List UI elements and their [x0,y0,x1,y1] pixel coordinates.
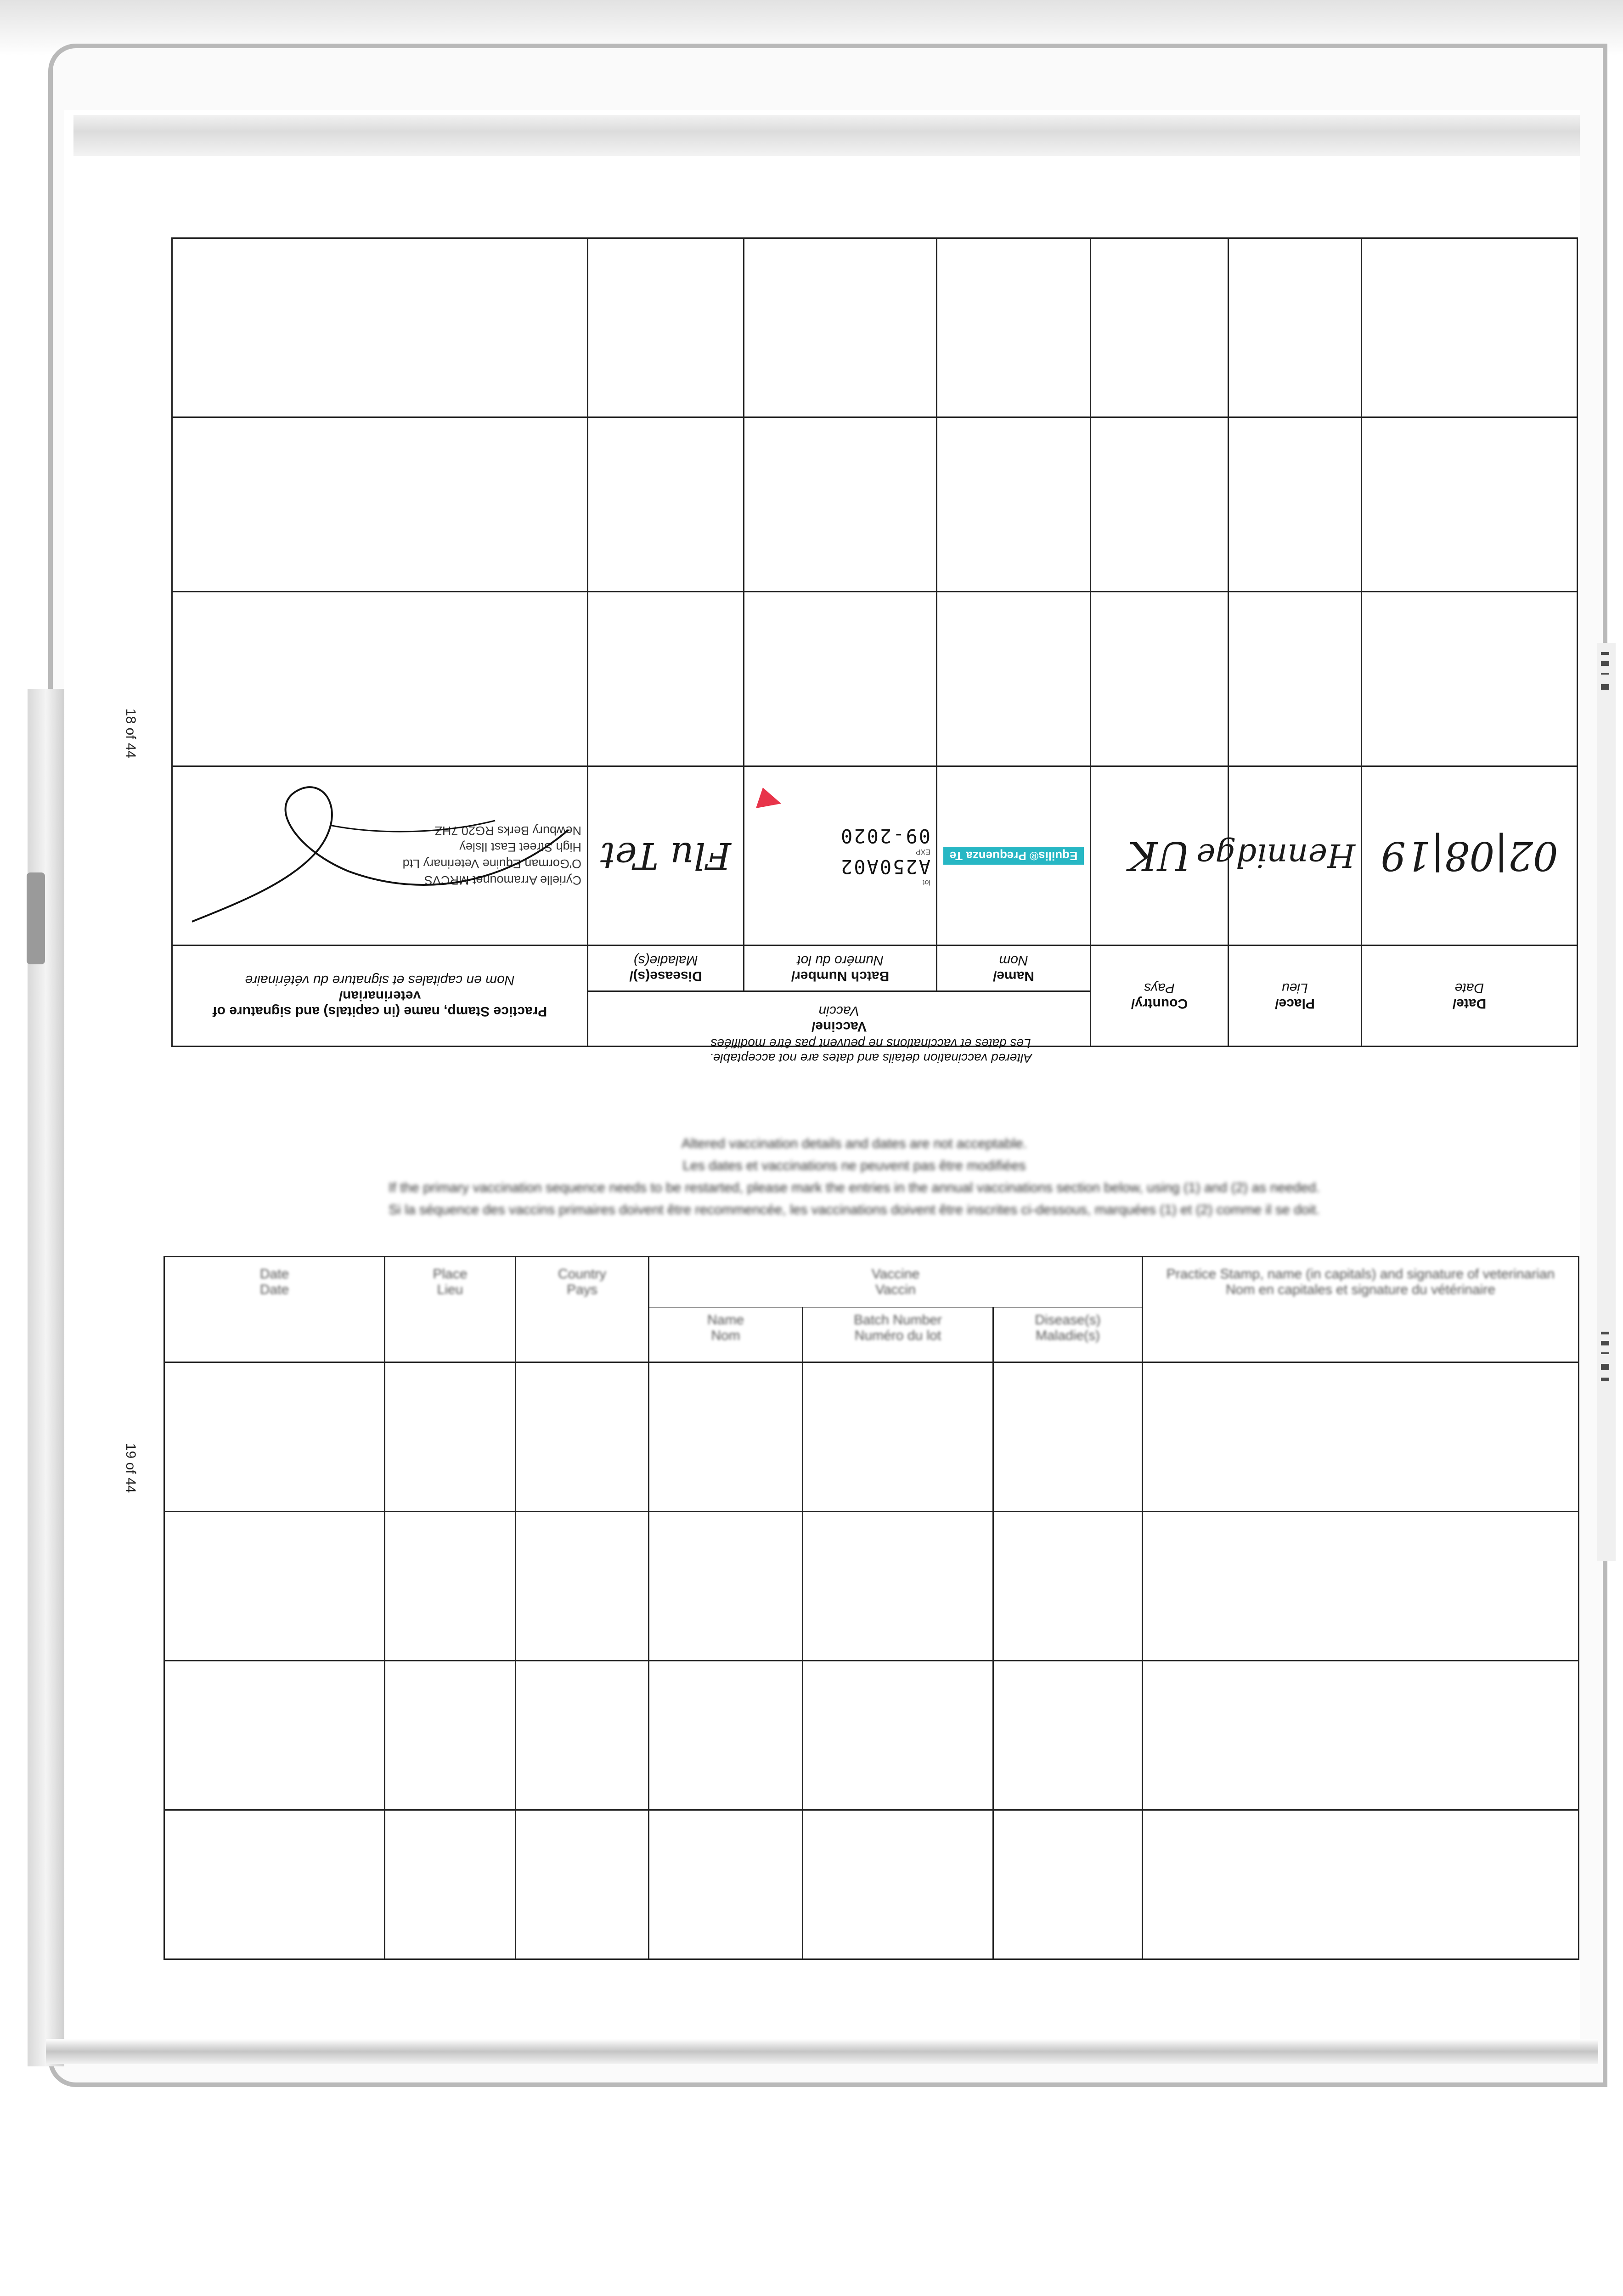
stamp-line-1: Cyrielle Arramounet MRCVS [424,873,581,888]
batch-expiry: 09-2020 [839,825,930,848]
header-disease: Disease(s)/ Maladie(s) [588,945,744,991]
lower-notice-line-1: Altered vaccination details and dates are not acceptable. [681,1136,1027,1151]
header-name: Name/ Nom [937,945,1091,991]
table-row [164,1362,1579,1512]
entry-country: UK [1128,833,1191,879]
upper-notice-fr: Les dates et vaccinations ne peuvent pas être modifiées [710,1036,1031,1051]
table-row [164,1512,1579,1661]
stamp-line-3: High Street East Ilsley [459,840,581,855]
vet-signature [183,775,587,940]
header-vaccine: Vaccine/ Vaccin [588,991,1091,1047]
batch-number: A250A02 [839,855,930,878]
stamp-line-2: O'Gorman Equine Veterinary Ltd [402,857,581,871]
entry-disease: Flu Tet [600,834,731,877]
page-number-19: 19 of 44 [123,1443,139,1493]
lower-header-name: Name Nom [649,1307,803,1362]
vaccine-sticker [937,766,1091,945]
table-row [172,417,1578,592]
scan-header-band [73,115,1580,156]
lower-header-vaccine: Vaccine Vaccin [649,1257,1143,1307]
lower-header-stamp: Practice Stamp, name (in capitals) and signature of veterinarian Nom en capitales et signature du vétérinaire [1143,1257,1579,1362]
sticker-corner-mark [754,785,781,808]
vet-stamp-cell [172,766,588,945]
label-lot: lot [923,878,930,887]
header-date: Date/ Date [1362,945,1578,1047]
vaccination-table-lower [163,1256,1579,1960]
lower-header-batch: Batch Number Numéro du lot [803,1307,993,1362]
lower-notice-line-2: Les dates et vaccinations ne peuvent pas être modifiées [682,1158,1026,1173]
stamp-line-4: Newbury Berks RG20 7HZ [434,824,581,838]
lower-notice-line-3: If the primary vaccination sequence needs to be restarted, please mark the entries in the annual vaccinations section below, using (1) and (2) as needed. [389,1180,1320,1195]
table-row [164,1810,1579,1959]
table-row [172,238,1578,417]
scan-bottom-band [46,2039,1598,2064]
side-strip [1597,643,1616,1561]
table-row [164,1661,1579,1810]
header-stamp: Practice Stamp, name (in capitals) and signature of veterinarian/ Nom en capitales et signature du vétérinaire [172,945,588,1047]
spine-clip [27,872,45,964]
label-exp: EXP [915,848,930,856]
vaccination-record-page-18 [173,239,1578,1065]
table-row [172,592,1578,766]
lower-notice-line-4: Si la séquence des vaccins primaires doivent être recommencée, les vaccinations doivent être inscrites ci-dessous, marquées (1) et (2) comme il se doit. [389,1202,1320,1217]
lower-header-disease: Disease(s) Maladie(s) [993,1307,1143,1362]
header-batch: Batch Number/ Numéro du lot [744,945,937,991]
header-country: Country/ Pays [1091,945,1229,1047]
header-place: Place/ Lieu [1229,945,1362,1047]
entry-place: Hennidge [1196,837,1355,875]
lower-header-country: Country Pays [516,1257,649,1362]
batch-sticker [744,766,937,945]
lower-notice [257,1130,1451,1231]
vaccination-table-upper [171,237,1578,1047]
table-row [172,766,1578,945]
page-number-18: 18 of 44 [123,708,139,759]
vaccination-record-page-19 [163,1256,1578,1958]
entry-date: 02|08|19 [1381,833,1558,879]
lower-header-date: Date Date [164,1257,385,1362]
lower-header-place: Place Lieu [385,1257,516,1362]
vaccine-name-label: Equilis® Prequenza Te [943,847,1084,865]
upper-notice-en: Altered vaccination details and dates are not acceptable. [710,1051,1032,1065]
